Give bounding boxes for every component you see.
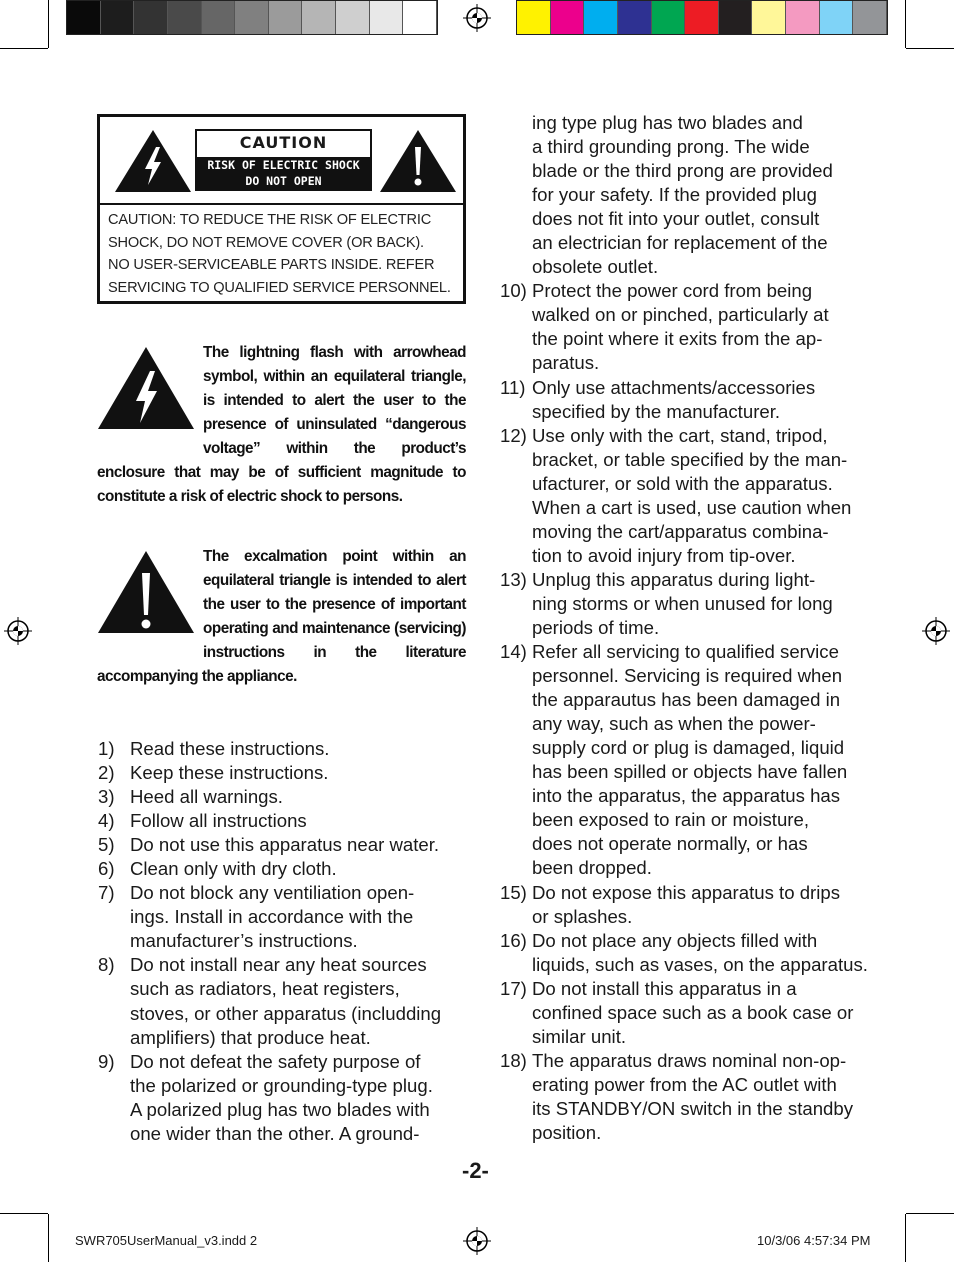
- color-swatch: [202, 1, 236, 34]
- instruction-number: 17): [500, 977, 527, 999]
- color-swatch: [517, 1, 551, 34]
- instruction-number: 10): [500, 280, 527, 302]
- instruction-item: [98, 833, 478, 857]
- instruction-line: the point where it exits from the ap-: [532, 328, 823, 350]
- color-swatch: [67, 1, 101, 34]
- crop-mark: [48, 0, 49, 48]
- instruction-line: Do not place any objects filled with: [532, 929, 818, 951]
- caution-risk-banner: [197, 157, 370, 189]
- color-swatch: [584, 1, 618, 34]
- instruction-line: blade or the third prong are provided: [532, 160, 833, 182]
- instruction-item: [500, 1049, 890, 1145]
- instruction-line: A polarized plug has two blades with: [130, 1098, 430, 1120]
- instruction-line: Keep these instructions.: [130, 762, 329, 784]
- instruction-line: Do not install near any heat sources: [130, 954, 427, 976]
- caution-label: [195, 129, 372, 191]
- instruction-item: [98, 737, 478, 761]
- registration-mark-icon: [4, 617, 32, 645]
- instruction-line: position.: [532, 1121, 602, 1143]
- color-swatch: [685, 1, 719, 34]
- instruction-line: amplifiers) that produce heat.: [130, 1026, 371, 1048]
- registration-mark-icon: [463, 4, 491, 32]
- caution-text-line: SERVICING TO QUALIFIED SERVICE PERSONNEL.: [108, 279, 451, 296]
- instruction-item: [98, 1050, 478, 1146]
- instruction-line: has been spilled or objects have fallen: [532, 761, 848, 783]
- color-swatch: [719, 1, 753, 34]
- color-swatch: [101, 1, 135, 34]
- instruction-line: bracket, or table specified by the man-: [532, 448, 848, 470]
- footer-timestamp: 10/3/06 4:57:34 PM: [757, 1233, 871, 1248]
- color-swatch: [820, 1, 854, 34]
- instruction-line: specified by the manufacturer.: [532, 400, 781, 422]
- color-swatch: [235, 1, 269, 34]
- instruction-line: Read these instructions.: [130, 738, 330, 759]
- page-number: -2-: [462, 1158, 489, 1183]
- instruction-line: Do not block any ventiliation open-: [130, 882, 415, 904]
- instruction-line: such as radiators, heat registers,: [130, 978, 400, 1000]
- instruction-line: been exposed to rain or moisture,: [532, 809, 809, 831]
- instruction-line: supply cord or plug is damaged, liquid: [532, 737, 845, 759]
- instruction-item: [500, 111, 890, 279]
- instruction-number: 2): [98, 762, 115, 784]
- color-swatch: [134, 1, 168, 34]
- color-swatch: [618, 1, 652, 34]
- instruction-number: 13): [500, 568, 527, 590]
- caution-text-line: NO USER-SERVICEABLE PARTS INSIDE. REFER: [108, 257, 435, 273]
- color-swatch: [752, 1, 786, 34]
- caution-text-line: SHOCK, DO NOT REMOVE COVER (OR BACK).: [108, 234, 424, 251]
- crop-mark: [905, 0, 906, 48]
- caution-box: [97, 114, 466, 304]
- instructions-list-left: [98, 737, 478, 1146]
- exclamation-triangle-icon: [97, 549, 195, 645]
- instruction-line: does not operate normally, or has: [532, 833, 808, 855]
- instruction-line: walked on or pinched, particularly at: [532, 304, 829, 326]
- instruction-line: been dropped.: [532, 857, 652, 879]
- caution-text-line: CAUTION: TO REDUCE THE RISK OF ELECTRIC: [108, 212, 432, 228]
- instruction-line: Do not use this apparatus near water.: [130, 834, 440, 856]
- instruction-number: 14): [500, 641, 527, 663]
- instruction-line: erating power from the AC outlet with: [532, 1073, 837, 1095]
- caution-warning-text: [108, 209, 460, 299]
- instruction-line: Refer all servicing to qualified service: [532, 641, 839, 663]
- instruction-line: or splashes.: [532, 905, 633, 927]
- color-swatch: [370, 1, 404, 34]
- instruction-line: personnel. Servicing is required when: [532, 665, 843, 687]
- caution-risk-line: RISK OF ELECTRIC SHOCK: [207, 158, 360, 172]
- instruction-number: 3): [98, 786, 115, 808]
- instruction-line: Protect the power cord from being: [532, 280, 813, 302]
- registration-mark-icon: [922, 617, 950, 645]
- instruction-line: Heed all warnings.: [130, 786, 283, 808]
- instruction-line: ing type plug has two blades and: [532, 112, 803, 133]
- instruction-line: ning storms or when unused for long: [532, 592, 833, 614]
- instruction-number: 7): [98, 882, 115, 904]
- instruction-line: Only use attachments/accessories: [532, 376, 816, 398]
- lightning-triangle-icon: [97, 345, 195, 441]
- lightning-note-text: The lightning flash with arrowhead symbol, within an equilateral triangle, is intended to alert the user to the presence of uninsulated “dangerous voltage” within the product’s enclosure that may be of sufficient magnitude to constitute a risk of electric shock to persons.: [97, 344, 466, 505]
- color-swatch: [551, 1, 585, 34]
- instruction-line: confined space such as a book case or: [532, 1001, 854, 1023]
- instruction-line: similar unit.: [532, 1025, 627, 1047]
- footer-filename: SWR705UserManual_v3.indd 2: [75, 1233, 258, 1248]
- instruction-item: [98, 785, 478, 809]
- lightning-triangle-icon: [114, 129, 192, 193]
- instruction-line: liquids, such as vases, on the apparatus.: [532, 953, 868, 975]
- instructions-list-right: [500, 111, 890, 1145]
- instruction-number: 5): [98, 834, 115, 856]
- instruction-number: 6): [98, 858, 115, 880]
- instruction-number: 15): [500, 881, 527, 903]
- instruction-item: [500, 568, 890, 640]
- instruction-line: Unplug this apparatus during light-: [532, 568, 816, 590]
- lightning-symbol-note: [97, 341, 466, 509]
- instruction-item: [500, 424, 890, 568]
- exclamation-symbol-note: [97, 545, 466, 689]
- instruction-line: any way, such as when the power-: [532, 713, 816, 735]
- instruction-item: [98, 953, 478, 1049]
- caution-heading: CAUTION: [239, 133, 328, 152]
- color-swatch: [302, 1, 336, 34]
- instruction-line: an electrician for replacement of the: [532, 232, 828, 254]
- crop-mark: [905, 1214, 906, 1262]
- instruction-number: 1): [98, 738, 115, 759]
- color-bar: [516, 0, 888, 35]
- instruction-item: [500, 376, 890, 424]
- instruction-item: [500, 279, 890, 375]
- instruction-item: [98, 881, 478, 953]
- instruction-number: 9): [98, 1050, 115, 1072]
- color-swatch: [168, 1, 202, 34]
- instruction-number: 12): [500, 424, 527, 446]
- crop-mark: [48, 1214, 49, 1262]
- instruction-line: Do not install this apparatus in a: [532, 977, 797, 999]
- instruction-line: obsolete outlet.: [532, 256, 659, 278]
- instruction-line: one wider than the other. A ground-: [130, 1122, 420, 1144]
- registration-mark-icon: [463, 1227, 491, 1255]
- instruction-item: [98, 857, 478, 881]
- instruction-line: ings. Install in accordance with the: [130, 906, 414, 928]
- grayscale-bar: [66, 0, 438, 35]
- instruction-item: [500, 640, 890, 880]
- instruction-line: ufacturer, or sold with the apparatus.: [532, 472, 833, 494]
- crop-mark: [906, 1213, 954, 1214]
- color-swatch: [786, 1, 820, 34]
- instruction-line: manufacturer’s instructions.: [130, 930, 358, 952]
- color-swatch: [853, 1, 887, 34]
- instruction-line: Do not expose this apparatus to drips: [532, 881, 841, 903]
- caution-risk-line: DO NOT OPEN: [245, 174, 322, 188]
- instruction-line: moving the cart/apparatus combina-: [532, 520, 829, 542]
- instruction-line: does not fit into your outlet, consult: [532, 208, 820, 230]
- crop-mark: [0, 48, 48, 49]
- instruction-line: the polarized or grounding-type plug.: [130, 1074, 433, 1096]
- instruction-line: into the apparatus, the apparatus has: [532, 785, 841, 807]
- instruction-number: 11): [500, 376, 526, 398]
- instruction-line: tion to avoid injury from tip-over.: [532, 544, 796, 566]
- instruction-line: stoves, or other apparatus (includding: [130, 1002, 442, 1024]
- instruction-item: [500, 881, 890, 929]
- instruction-item: [98, 809, 478, 833]
- color-swatch: [652, 1, 686, 34]
- instruction-item: [500, 929, 890, 977]
- exclamation-note-text: The excalmation point within an equilateral triangle is intended to alert the user to the presence of important operating and maintenance (servicing) instructions in the literature accompanying the appliance.: [97, 548, 466, 685]
- instruction-number: 16): [500, 929, 527, 951]
- exclamation-triangle-icon: [379, 129, 457, 193]
- instruction-line: the apparautus has been damaged in: [532, 689, 841, 711]
- crop-mark: [906, 48, 954, 49]
- instruction-line: Clean only with dry cloth.: [130, 858, 337, 880]
- instruction-line: Do not defeat the safety purpose of: [130, 1050, 421, 1072]
- crop-mark: [0, 1213, 48, 1214]
- instruction-line: periods of time.: [532, 616, 660, 638]
- instruction-line: Follow all instructions: [130, 810, 307, 832]
- instruction-number: 18): [500, 1049, 527, 1071]
- instruction-line: When a cart is used, use caution when: [532, 496, 852, 518]
- instruction-line: for your safety. If the provided plug: [532, 184, 817, 206]
- instruction-number: 4): [98, 810, 115, 832]
- instruction-item: [500, 977, 890, 1049]
- color-swatch: [269, 1, 303, 34]
- instruction-number: 8): [98, 954, 115, 976]
- instruction-line: The apparatus draws nominal non-op-: [532, 1049, 847, 1071]
- color-swatch: [403, 1, 437, 34]
- instruction-line: its STANDBY/ON switch in the standby: [532, 1097, 854, 1119]
- instruction-item: [98, 761, 478, 785]
- instruction-line: Use only with the cart, stand, tripod,: [532, 424, 828, 446]
- instruction-line: a third grounding prong. The wide: [532, 136, 810, 158]
- caution-header: [100, 117, 463, 205]
- color-swatch: [336, 1, 370, 34]
- instruction-line: paratus.: [532, 352, 600, 374]
